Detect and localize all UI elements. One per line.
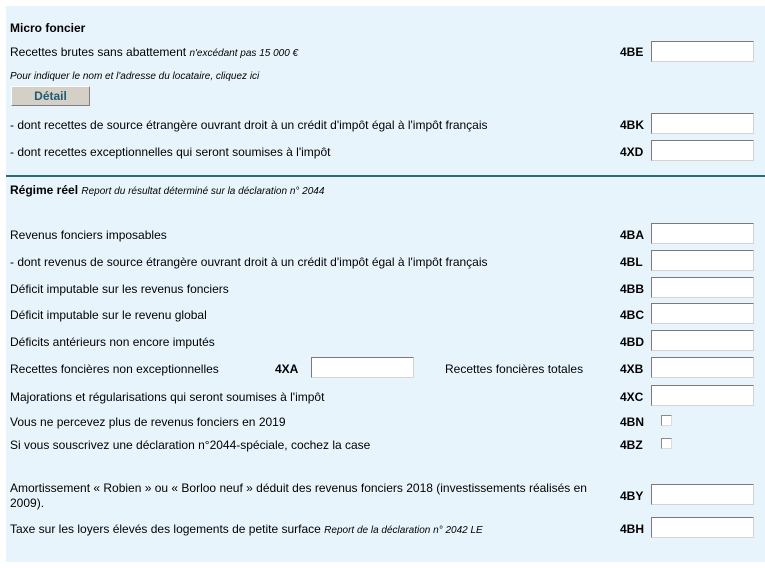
input-4bd[interactable] [651, 330, 754, 351]
code-4bk: 4BK [620, 118, 645, 132]
recettes-etrangere-label: - dont recettes de source étrangère ouvrant droit à un crédit d'impôt égal à l'impôt français [10, 118, 488, 132]
plus-revenus-label: Vous ne percevez plus de revenus fonciers en 2019 [10, 415, 286, 429]
deficits-anterieurs-label: Déficits antérieurs non encore imputés [10, 335, 215, 349]
regime-reel-title: Régime réel [10, 183, 79, 197]
input-4bb[interactable] [651, 277, 754, 298]
code-4ba: 4BA [620, 228, 645, 242]
regime-reel-heading [10, 183, 324, 197]
revenus-imposables-label: Revenus fonciers imposables [10, 228, 167, 242]
micro-foncier-title: Micro foncier [10, 21, 86, 35]
recettes-totales-label: Recettes foncières totales [445, 362, 584, 376]
code-4xa: 4XA [275, 362, 299, 376]
majorations-label: Majorations et régularisations qui seront soumises à l'impôt [10, 390, 325, 404]
code-4bc: 4BC [620, 308, 645, 322]
code-4xd: 4XD [620, 145, 644, 159]
code-4by: 4BY [620, 489, 644, 503]
code-4xb: 4XB [620, 362, 644, 376]
code-4bz: 4BZ [620, 438, 643, 452]
input-4xc[interactable] [651, 385, 754, 406]
recettes-brutes-note: n'excédant pas 15 000 € [189, 48, 299, 59]
recettes-exceptionnelles-label: - dont recettes exceptionnelles qui seront soumises à l'impôt [10, 145, 331, 159]
detail-button[interactable]: Détail [11, 86, 90, 106]
checkbox-4bn[interactable] [661, 415, 672, 426]
code-4bh: 4BH [620, 522, 645, 536]
input-4ba[interactable] [651, 223, 754, 244]
input-4bl[interactable] [651, 250, 754, 271]
input-4bc[interactable] [651, 303, 754, 324]
input-4by[interactable] [651, 484, 754, 505]
code-4bl: 4BL [620, 255, 643, 269]
taxe-loyers-text: Taxe sur les loyers élevés des logements de petite surface [10, 522, 321, 536]
deficit-revenu-global-label: Déficit imputable sur le revenu global [10, 308, 207, 322]
taxe-loyers-label [10, 522, 483, 536]
regime-reel-subtitle: Report du résultat déterminé sur la déclaration n° 2044 [81, 186, 325, 197]
code-4xc: 4XC [620, 390, 644, 404]
code-4bb: 4BB [620, 282, 645, 296]
input-4be[interactable] [651, 41, 754, 62]
code-4bd: 4BD [620, 335, 645, 349]
declaration-speciale-label: Si vous souscrivez une déclaration n°2044-spéciale, cochez la case [10, 438, 371, 452]
robien-label: Amortissement « Robien » ou « Borloo neuf » déduit des revenus fonciers 2018 (investissements réalisés en 2009). [10, 481, 587, 510]
section-divider [6, 175, 765, 177]
input-4bk[interactable] [651, 113, 754, 134]
taxe-loyers-note: Report de la déclaration n° 2042 LE [324, 525, 483, 536]
locataire-hint: Pour indiquer le nom et l'adresse du locataire, cliquez ici [10, 71, 260, 82]
recettes-non-exceptionnelles-label: Recettes foncières non exceptionnelles [10, 362, 219, 376]
recettes-brutes-text: Recettes brutes sans abattement [10, 45, 187, 59]
code-4be: 4BE [620, 45, 644, 59]
input-4xd[interactable] [651, 140, 754, 161]
deficit-revenus-fonciers-label: Déficit imputable sur les revenus fonciers [10, 282, 229, 296]
input-4xa[interactable] [311, 357, 414, 378]
input-4bh[interactable] [651, 517, 754, 538]
revenus-fonciers-form [6, 6, 765, 562]
checkbox-4bz[interactable] [661, 438, 672, 449]
revenus-etrangere-label: - dont revenus de source étrangère ouvrant droit à un crédit d'impôt égal à l'impôt français [10, 255, 488, 269]
recettes-brutes-label [10, 45, 298, 59]
input-4xb[interactable] [651, 357, 754, 378]
code-4bn: 4BN [620, 415, 645, 429]
